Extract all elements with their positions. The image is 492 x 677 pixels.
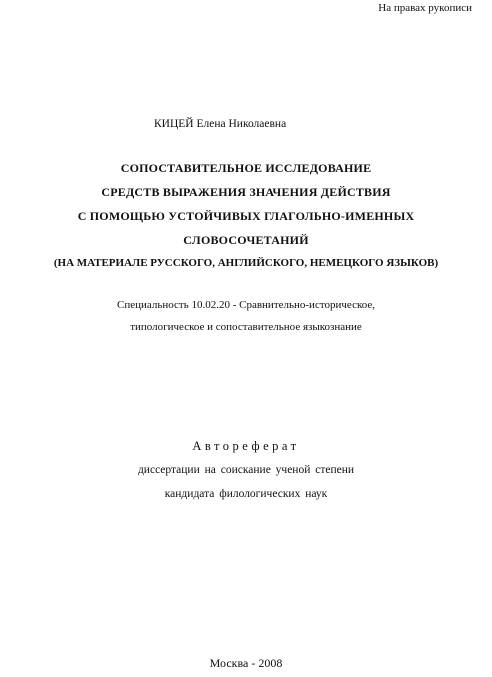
author-name: КИЦЕЙ Елена Николаевна [154, 118, 287, 130]
specialty-line-2: типологическое и сопоставительное языкознание [130, 321, 362, 333]
title-subtitle: (НА МАТЕРИАЛЕ РУССКОГО, АНГЛИЙСКОГО, НЕМЕЦКОГО ЯЗЫКОВ) [53, 257, 439, 269]
title-line-2: СРЕДСТВ ВЫРАЖЕНИЯ ЗНАЧЕНИЯ ДЕЙСТВИЯ [101, 185, 391, 199]
title-line-3: С ПОМОЩЬЮ УСТОЙЧИВЫХ ГЛАГОЛЬНО-ИМЕННЫХ [77, 209, 415, 223]
city-year: Москва - 2008 [209, 656, 283, 670]
abstract-heading: Автореферат [192, 439, 300, 453]
abstract-line-1: диссертации на соискание ученой степени [137, 464, 355, 476]
specialty-line-1: Специальность 10.02.20 - Сравнительно-историческое, [116, 299, 376, 311]
rights-notice: На правах рукописи [378, 2, 472, 14]
title-line-4: СЛОВОСОЧЕТАНИЙ [183, 233, 309, 247]
title-line-1: СОПОСТАВИТЕЛЬНОЕ ИССЛЕДОВАНИЕ [120, 161, 372, 175]
abstract-line-2: кандидата филологических наук [164, 488, 328, 500]
